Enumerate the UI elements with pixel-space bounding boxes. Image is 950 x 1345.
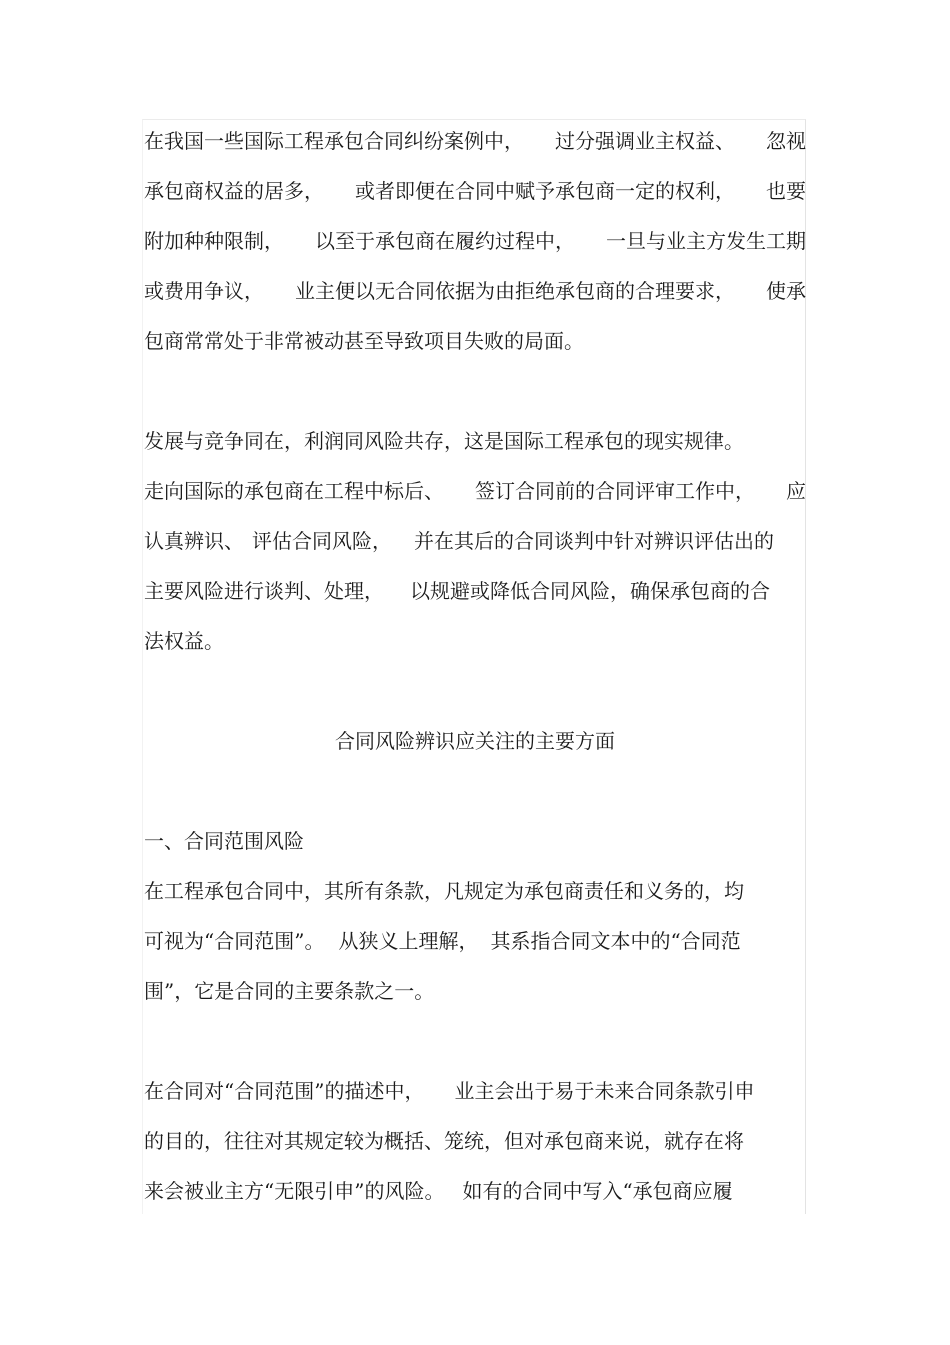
text-segment: 承包商权益的居多， — [144, 179, 324, 203]
text-segment: 来会被业主方“无限引申”的风险。 — [144, 1179, 445, 1203]
text-segment: 在工程承包合同中，其所有条款，凡规定为承包商责任和义务的，均 — [144, 879, 744, 903]
text-segment: 如有的合同中写入“承包商应履 — [462, 1179, 733, 1203]
text-segment: 忽视 — [766, 129, 806, 153]
paragraph-4-line-2 — [144, 1127, 806, 1155]
heading-text: 一、合同范围风险 — [144, 829, 304, 853]
text-segment: 以规避或降低合同风险，确保承包商的合 — [410, 579, 770, 603]
text-segment: 业主便以无合同依据为由拒绝承包商的合理要求， — [295, 279, 735, 303]
text-segment: 法权益。 — [144, 629, 224, 653]
text-segment: 的目的，往往对其规定较为概括、笼统，但对承包商来说，就存在将 — [144, 1129, 744, 1153]
text-segment: 其系指合同文本中的“合同范 — [490, 929, 741, 953]
paragraph-2-line-5 — [144, 627, 806, 655]
heading-contract-scope-risk — [144, 827, 806, 855]
text-segment: 认真辨识、 — [144, 529, 244, 553]
paragraph-1-line-5 — [144, 327, 806, 355]
text-segment: 从狭义上理解， — [338, 929, 479, 953]
section-title: 合同风险辨识应关注的主要方面 — [335, 729, 615, 753]
text-segment: 在我国一些国际工程承包合同纠纷案例中， — [144, 129, 524, 153]
text-segment: 发展与竞争同在，利润同风险共存，这是国际工程承包的现实规律。 — [144, 429, 744, 453]
text-segment: 应 — [786, 479, 806, 503]
text-segment: 过分强调业主权益、 — [555, 129, 735, 153]
text-segment: 签订合同前的合同评审工作中， — [475, 479, 755, 503]
text-segment: 或者即便在合同中赋予承包商一定的权利， — [355, 179, 735, 203]
paragraph-3-line-1 — [144, 877, 806, 905]
paragraph-2-line-3 — [144, 527, 806, 555]
paragraph-2-line-4 — [144, 577, 806, 605]
text-segment: 主要风险进行谈判、处理， — [144, 579, 384, 603]
paragraph-2-line-1 — [144, 427, 806, 455]
paragraph-3-line-2 — [144, 927, 806, 955]
paragraph-1-line-4 — [144, 277, 806, 305]
text-segment: 走向国际的承包商在工程中标后、 — [144, 479, 444, 503]
text-segment: 也要 — [766, 179, 806, 203]
text-segment: 以至于承包商在履约过程中， — [315, 229, 575, 253]
text-segment: 可视为“合同范围”。 — [144, 929, 325, 953]
paragraph-1-line-3 — [144, 227, 806, 255]
text-segment: 业主会出于易于未来合同条款引申 — [454, 1079, 755, 1103]
paragraph-1-line-2 — [144, 177, 806, 205]
text-segment: 并在其后的合同谈判中针对辨识评估出的 — [414, 529, 774, 553]
text-segment: 在合同对“合同范围”的描述中， — [144, 1079, 425, 1103]
text-segment: 包商常常处于非常被动甚至导致项目失败的局面。 — [144, 329, 584, 353]
text-segment: 评估合同风险， — [252, 529, 392, 553]
text-segment: 围”，它是合同的主要条款之一。 — [144, 979, 435, 1003]
text-segment: 一旦与业主方发生工期 — [606, 229, 806, 253]
paragraph-4-line-1 — [144, 1077, 806, 1105]
paragraph-3-line-3 — [144, 977, 806, 1005]
text-segment: 附加种种限制， — [144, 229, 284, 253]
paragraph-1-line-1 — [144, 127, 806, 155]
text-segment: 或费用争议， — [144, 279, 264, 303]
paragraph-4-line-3 — [144, 1177, 806, 1205]
paragraph-2-line-2 — [144, 477, 806, 505]
text-segment: 使承 — [766, 279, 806, 303]
